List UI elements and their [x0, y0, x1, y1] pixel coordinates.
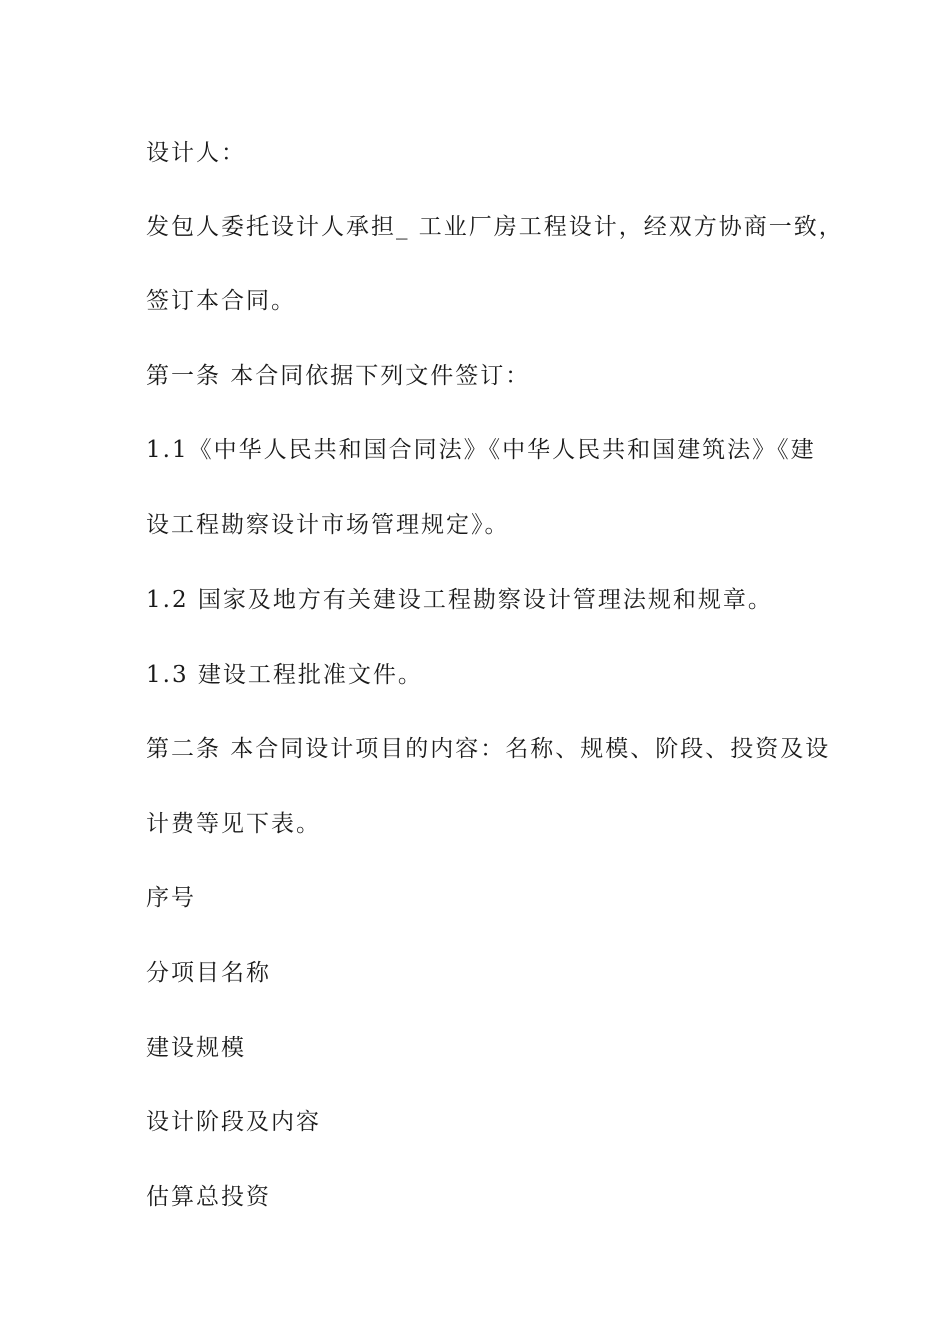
table-header-estimated-investment: 估算总投资 [146, 1184, 271, 1210]
designer-label: 设计人： [146, 140, 246, 166]
clause-1-2: 1.2 国家及地方有关建设工程勘察设计管理法规和规章。 [146, 587, 773, 613]
clause-1-1-line1: 1.1《中华人民共和国合同法》《中华人民共和国建筑法》《建 [146, 437, 816, 463]
table-header-serial: 序号 [146, 885, 196, 911]
clause-1-1-line2: 设工程勘察设计市场管理规定》。 [146, 512, 510, 538]
paragraph-commission-line2: 签订本合同。 [146, 288, 296, 314]
table-header-item-name: 分项目名称 [146, 960, 271, 986]
article-two-line2: 计费等见下表。 [146, 811, 321, 837]
table-header-design-stage: 设计阶段及内容 [146, 1109, 321, 1135]
clause-1-3: 1.3 建设工程批准文件。 [146, 662, 423, 688]
paragraph-commission-line1: 发包人委托设计人承担_ 工业厂房工程设计，经双方协商一致， [146, 214, 844, 240]
article-two-line1: 第二条 本合同设计项目的内容：名称、规模、阶段、投资及设 [146, 736, 831, 762]
table-header-scale: 建设规模 [146, 1035, 246, 1061]
article-one-heading: 第一条 本合同依据下列文件签订： [146, 363, 531, 389]
